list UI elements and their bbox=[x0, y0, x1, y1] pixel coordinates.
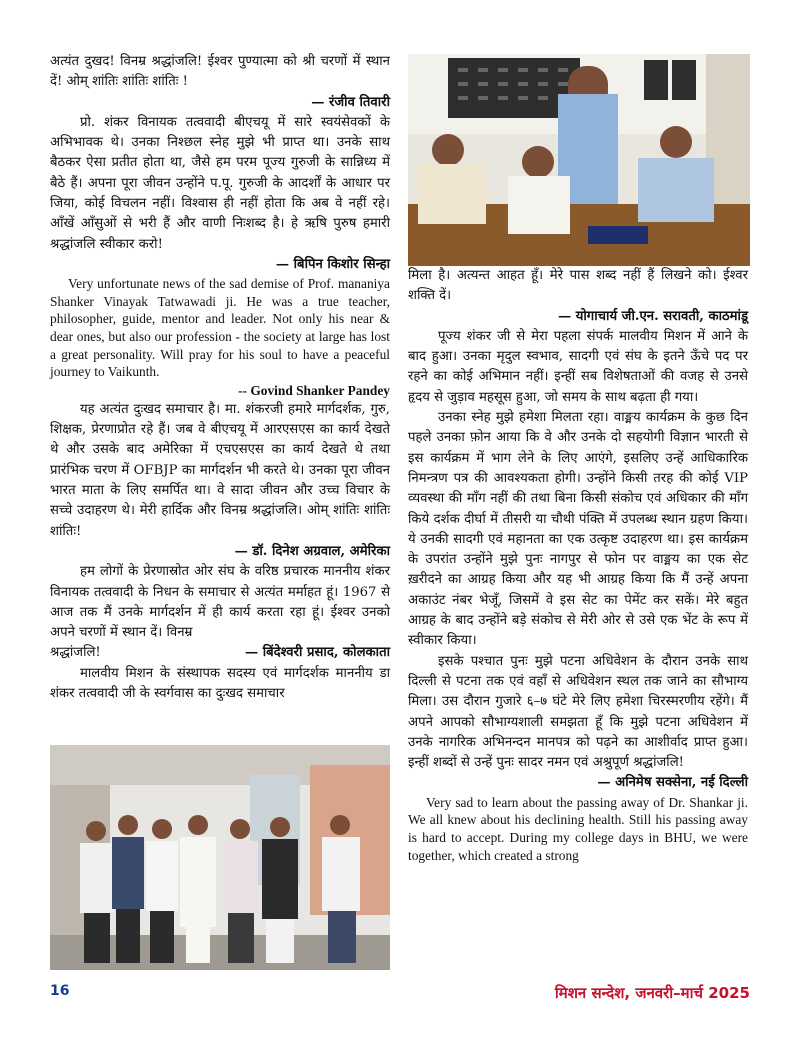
tribute-paragraph: पूज्य शंकर जी से मेरा पहला संपर्क मालवीय मिशन में आने के बाद हुआ। उनका मृदुल स्वभाव, सादगी एवं संघ के इतने ऊँचे पद पर रहने का कोई अभिमान नहीं। इन्हीं सब विशेषताओं की वजह से उनसे हृदय से जुड़ाव महसूस हुआ, जो समय के साथ बढ़ता ही गया। bbox=[408, 328, 748, 405]
tribute-paragraph: उनका स्नेह मुझे हमेशा मिलता रहा। वाङ्मय कार्यक्रम के कुछ दिन पहले उनका फ़ोन आया कि वे और उनके दो सहयोगी विज्ञान भारती से इस कार्यक्रम में भाग लेने के लिए आएंगे, इसलिए उन्हें आधिकारिक निमन्त्रण पत्र की आवश्यकता होगी। उन्होंने किसी तरह की कोई VIP व्यवस्था की माँग नहीं की तथा बिना किसी संकोच एवं अधिकार की माँग किये दर्शक दीर्घा में तीसरी या चौथी पंक्ति में उपलब्ध स्थान ग्रहण किया। ये उनकी सादगी एवं महानता का एक उत्कृष्ट उदाहरण था। इस कार्यक्रम के उपरांत उन्होंने मुझे पुनः नागपुर से फोन पर वाङ्मय का एक सेट ख़रीदने का आग्रह किया और यह भी आग्रह किया कि मैं उन्हें अपना अकाउंट नंबर भेजूँ, जिसमें वे इस सेट का पेमेंट कर सकें। मेरे बहुत आग्रह के बाद उन्होंने बड़े संकोच से मेरी ओर से उसे एक भेंट के रूप में स्वीकार किया। bbox=[408, 410, 748, 649]
tribute-paragraph: हम लोगों के प्रेरणास्रोत ओर संघ के वरिष्ठ प्रचारक माननीय शंकर विनायक तत्ववादी के निधन के समाचार से अत्यंत मर्माहत हूं। 1967 से आज तक मैं उनके मार्गदर्शन में ही कार्य करता रहा हूं। ईश्वर उनको अपने चरणों में स्थान दें। विनम्र bbox=[50, 564, 390, 641]
tribute-signature: — अनिमेष सक्सेना, नई दिल्ली bbox=[597, 775, 748, 791]
tribute-paragraph: अत्यंत दुखद! विनम्र श्रद्धांजलि! ईश्वर पुण्यात्मा को श्री चरणों में स्थान दें! ओम् शांतिः शांतिः शांतिः ! bbox=[50, 54, 390, 90]
tribute-paragraph: प्रो. शंकर विनायक तत्ववादी बीएचयू में सारे स्वयंसेवकों के अभिभावक थे। उनका निश्छल स्नेह मुझे भी प्राप्त था। उनके साथ बैठकर ऐसा प्रतीत होता था, जैसे हम परम पूज्य गुरुजी के सान्निध्य में बैठे हैं। अपना पूरा जीवन उन्होंने प.पू. गुरुजी के आदर्शों के आधार पर जिया, कोई विचलन नहीं। विश्वास ही नहीं होता कि अब वे नहीं रहे। आँखें आँसुओं से भरी हैं और वाणी निःशब्द है। हे ऋषि पुरुष हमारी श्रद्धांजलि स्वीकार करो! bbox=[50, 114, 390, 252]
tribute-signature: — रंजीव तिवारी bbox=[311, 94, 390, 110]
left-column bbox=[50, 52, 390, 704]
paragraph-tail: श्रद्धांजलि! bbox=[50, 645, 101, 661]
tribute-signature: — योगाचार्य जी.एन. सरावती, काठमांडू bbox=[557, 308, 748, 324]
tribute-paragraph: मिला है। अत्यन्त आहत हूँ। मेरे पास शब्द नहीं हैं लिखने को। ईश्वर शक्ति दें। bbox=[408, 268, 748, 304]
tribute-signature: -- Govind Shanker Pandey bbox=[238, 382, 390, 398]
publication-footer: मिशन सन्देश, जनवरी–मार्च 2025 bbox=[554, 984, 750, 1002]
tribute-paragraph: Very unfortunate news of the sad demise of Prof. mananiya Shanker Vinayak Tatwawadi ji. He was a true teacher, philosopher, guide, mentor and leader. Not only his near & dear ones, but also our profession - the society at large has lost a great personality. Will pray for his soul to have a peaceful journey to Vaikunth. bbox=[50, 276, 390, 380]
right-column bbox=[408, 266, 748, 864]
tribute-signature: — बिपिन किशोर सिन्हा bbox=[275, 256, 390, 272]
tribute-paragraph: यह अत्यंत दुःखद समाचार है। मा. शंकरजी हमारे मार्गदर्शक, गुरु, शिक्षक, प्रेरणाप्रोत रहे हैं। जब वे बीएचयू में आरएसएस का कार्य देखते थे और उसके बाद अमेरिका में एचएसएस का कार्य देखते थे तथा प्रारंभिक चरण में OFBJP का मार्गदर्शन भी करते थे। उनका पूरा जीवन भारत माता के लिए समर्पित था। वे सादा जीवन और उच्च विचार के सच्चे उदाहरण थे। मेरी हार्दिक और विनम्र श्रद्धांजलि। ओम् शांतिः शांतिः शांतिः! bbox=[50, 401, 390, 539]
group-photo-standing bbox=[50, 745, 390, 970]
tribute-signature: — डॉ. दिनेश अग्रवाल, अमेरिका bbox=[234, 543, 390, 559]
page-number: 16 bbox=[50, 983, 70, 999]
group-photo-seated bbox=[408, 54, 750, 266]
tribute-signature-line bbox=[50, 643, 390, 663]
tribute-paragraph: Very sad to learn about the passing away of Dr. Shankar ji. We all knew about his declining health. Still his passing away is hard to accept. During my college days in BHU, we were together, which created a strong bbox=[408, 794, 748, 863]
tribute-paragraph: मालवीय मिशन के संस्थापक सदस्य एवं मार्गदर्शक माननीय डा शंकर तत्ववादी जी के स्वर्गवास का दुःखद समाचार bbox=[50, 665, 390, 701]
tribute-signature: — बिंदेश्वरी प्रसाद, कोलकाता bbox=[244, 645, 390, 661]
tribute-paragraph: इसके पश्चात पुनः मुझे पटना अधिवेशन के दौरान उनके साथ दिल्ली से पटना तक एवं वहाँ से अधिवेशन स्थल तक जाने का सौभाग्य मिला। उस दौरान गुजारे ६–७ घंटे मेरे लिए हमेशा चिरस्मरणीय रहेंगे। मैं अपने आपको सौभाग्यशाली समझता हूँ कि मुझे पटना अधिवेशन में उनके नागरिक अभिनन्दन मानपत्र को पढ़ने का आशीर्वाद प्राप्त हुआ। इन्हीं शब्दों से उन्हें पुनः सादर नमन एवं अश्रुपूर्ण श्रद्धांजलि! bbox=[408, 653, 748, 771]
